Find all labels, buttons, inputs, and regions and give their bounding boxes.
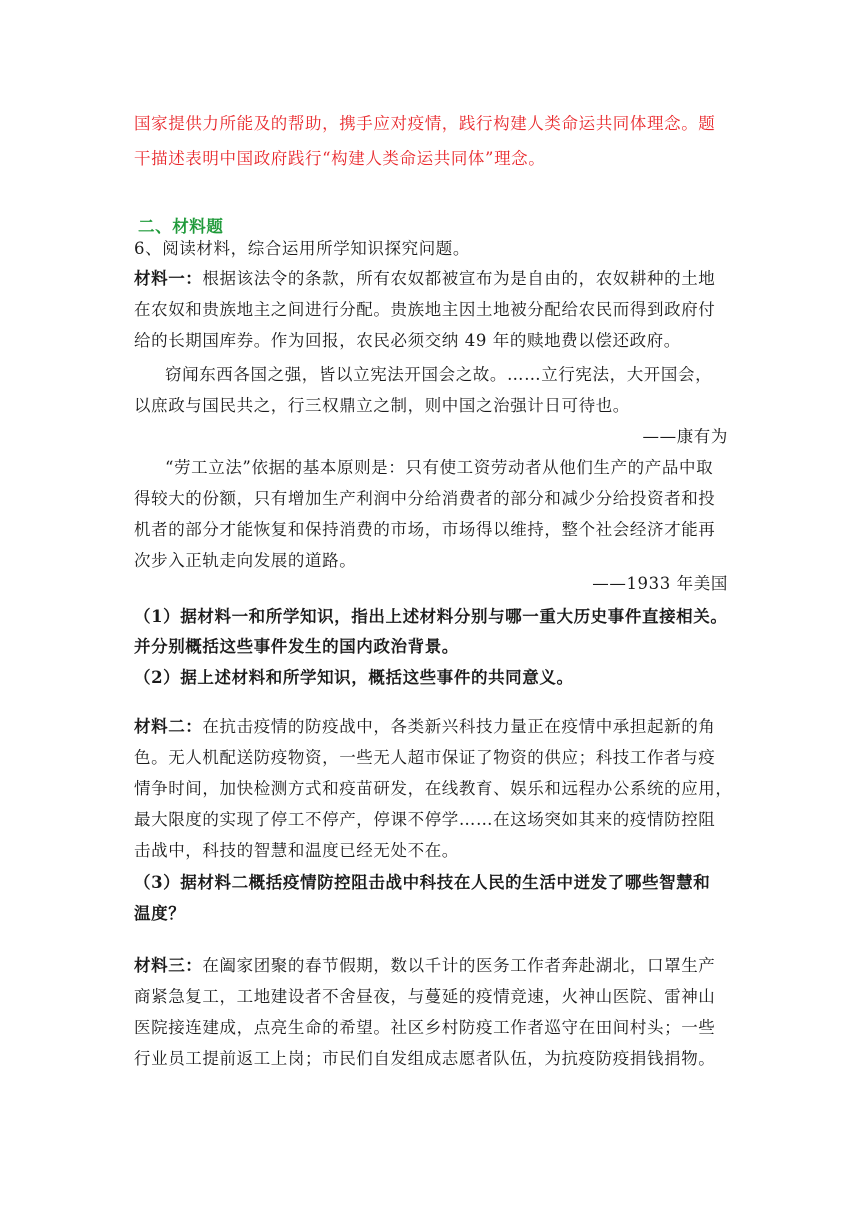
material-1-line-3: 给的长期国库券。作为回报，农民必须交纳 49 年的赎地费以偿还政府。 [134, 331, 681, 350]
question-2: （2）据上述材料和所学知识，概括这些事件的共同意义。 [134, 668, 574, 687]
question-3-line-2: 温度？ [134, 904, 186, 923]
material-2-line-4: 最大限度的实现了停工不停产，停课不停学……在这场突如其来的疫情防控阻 [134, 810, 716, 829]
kang-quote-source: ——康有为 [642, 427, 728, 446]
material-1-label: 材料一： [134, 269, 203, 288]
section-title: 二、材料题 [138, 217, 224, 236]
us-quote-line-2: 得较大的份额，只有增加生产利润中分给消费者的部分和减少分给投资者和投 [134, 489, 716, 508]
answer-line-2: 干描述表明中国政府践行“构建人类命运共同体”理念。 [134, 149, 546, 168]
question-6-intro: 6、阅读材料，综合运用所学知识探究问题。 [134, 239, 470, 258]
question-3-line-1: （3）据材料二概括疫情防控阻击战中科技在人民的生活中迸发了哪些智慧和 [134, 873, 711, 892]
material-2-line-1 [134, 717, 715, 737]
answer-line-1: 国家提供力所能及的帮助，携手应对疫情，践行构建人类命运共同体理念。题 [134, 114, 716, 133]
material-3-line-4: 行业员工提前返工上岗；市民们自发组成志愿者队伍，为抗疫防疫捐钱捐物。 [134, 1049, 716, 1068]
us-quote-source: ——1933 年美国 [592, 574, 728, 593]
material-3-label: 材料三： [134, 956, 203, 975]
kang-quote-line-2: 以庶政与国民共之，行三权鼎立之制，则中国之治强计日可待也。 [134, 396, 630, 415]
material-2-line-2: 色。无人机配送防疫物资，一些无人超市保证了物资的供应；科技工作者与疫 [134, 748, 716, 767]
material-1-line-1 [134, 269, 715, 289]
material-3-line-2: 商紧急复工，工地建设者不舍昼夜，与蔓延的疫情竞速，火神山医院、雷神山 [134, 987, 716, 1006]
material-3-text: 在阖家团聚的春节假期，数以千计的医务工作者奔赴湖北，口罩生产 [202, 956, 716, 975]
material-3-line-1 [134, 956, 715, 976]
question-1-line-1: （1）据材料一和所学知识，指出上述材料分别与哪一重大历史事件直接相关。 [134, 607, 728, 626]
kang-quote-line-1: 窃闻东西各国之强，皆以立宪法开国会之故。……立行宪法，大开国会， [165, 365, 713, 384]
us-quote-line-1: “劳工立法”依据的基本原则是：只有使工资劳动者从他们生产的产品中取 [165, 458, 714, 477]
material-2-text: 在抗击疫情的防疫战中，各类新兴科技力量正在疫情中承担起新的角 [202, 717, 716, 736]
us-quote-line-3: 机者的部分才能恢复和保持消费的市场，市场得以维持，整个社会经济才能再 [134, 520, 716, 539]
material-2-line-5: 击战中，科技的智慧和温度已经无处不在。 [134, 841, 459, 860]
material-1-line-2: 在农奴和贵族地主之间进行分配。贵族地主因土地被分配给农民而得到政府付 [134, 300, 716, 319]
material-2-line-3: 情争时间，加快检测方式和疫苗研发，在线教育、娱乐和远程办公系统的应用， [134, 779, 733, 798]
material-2-label: 材料二： [134, 717, 203, 736]
us-quote-line-4: 次步入正轨走向发展的道路。 [134, 551, 357, 570]
material-3-line-3: 医院接连建成，点亮生命的希望。社区乡村防疫工作者巡守在田间村头；一些 [134, 1018, 716, 1037]
material-1-text: 根据该法令的条款，所有农奴都被宣布为是自由的，农奴耕种的土地 [202, 269, 716, 288]
question-1-line-2: 并分别概括这些事件发生的国内政治背景。 [134, 637, 459, 656]
